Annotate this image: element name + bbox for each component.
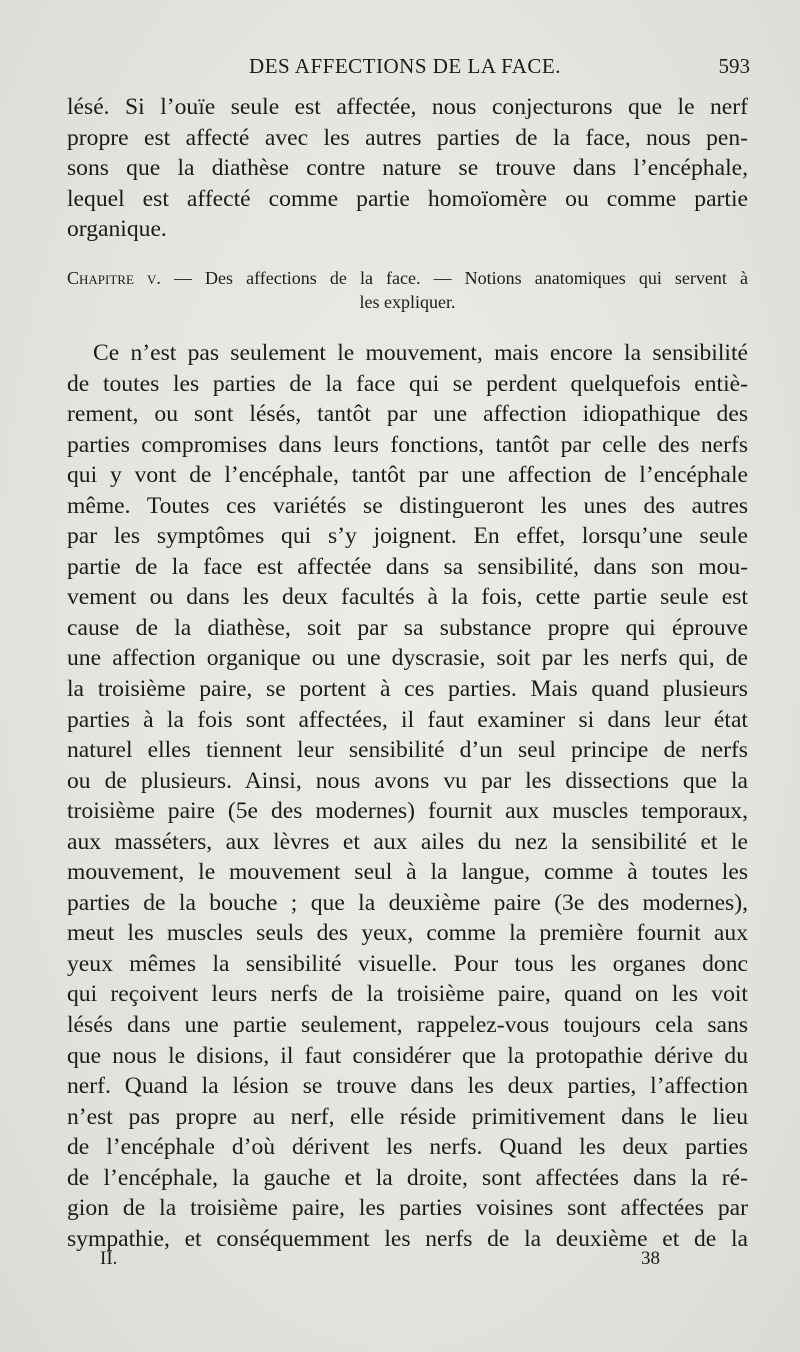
paragraph-1 <box>67 92 748 245</box>
text-line: rement, ou sont lésés, tantôt par une affection idiopathique des <box>67 401 748 428</box>
text-line: la troisième paire, se portent à ces parties. Mais quand plusieurs <box>67 676 748 703</box>
text-line: par les symptômes qui s’y joignent. En effet, lorsqu’une seule <box>67 523 748 550</box>
text-line: troisième paire (5e des modernes) fournit aux muscles temporaux, <box>67 798 748 825</box>
volume-signature: II. <box>100 1248 118 1269</box>
text-line: meut les muscles seuls des yeux, comme la première fournit aux <box>67 920 748 947</box>
text-line: parties à la fois sont affectées, il faut examiner si dans leur état <box>67 706 748 733</box>
text-line: même. Toutes ces variétés se distingueront les unes des autres <box>67 492 748 519</box>
page-footer <box>100 1248 660 1274</box>
text-line: propre est affecté avec les autres parties de la face, nous pen- <box>67 124 748 151</box>
text-line: parties de la bouche ; que la deuxième paire (3e des modernes), <box>67 889 748 916</box>
text-line: organique. <box>67 216 167 243</box>
text-line: lequel est affecté comme partie homoïomère ou comme partie <box>67 185 748 212</box>
chapter-heading-line-1 <box>67 266 748 290</box>
running-head-title: DES AFFECTIONS DE LA FACE. <box>249 54 561 78</box>
text-line: que nous le disions, il faut considérer que la protopathie dérive du <box>67 1042 748 1069</box>
text-line: cause de la diathèse, soit par sa substance propre qui éprouve <box>67 614 748 641</box>
paragraph-2 <box>67 338 748 1254</box>
text-line: qui reçoivent leurs nerfs de la troisième paire, quand on les voit <box>67 981 748 1008</box>
text-line: yeux mêmes la sensibilité visuelle. Pour tous les organes donc <box>67 950 748 977</box>
text-line: lésé. Si l’ouïe seule est affectée, nous conjecturons que le nerf <box>67 94 748 120</box>
text-line: vement ou dans les deux facultés à la fois, cette partie seule est <box>67 584 748 611</box>
text-line: de toutes les parties de la face qui se perdent quelquefois entiè- <box>67 370 748 397</box>
running-head <box>60 50 750 82</box>
text-line: qui y vont de l’encéphale, tantôt par une affection de l’encéphale <box>67 462 748 489</box>
text-line: de l’encéphale, la gauche et la droite, sont affectées dans la ré- <box>67 1164 748 1191</box>
text-line: naturel elles tiennent leur sensibilité d’un seul principe de nerfs <box>67 737 748 764</box>
text-line: une affection organique ou une dyscrasie, soit par les nerfs qui, de <box>67 645 748 672</box>
text-line: ou de plusieurs. Ainsi, nous avons vu par les dissections que la <box>67 767 748 794</box>
text-line: sympathie, et conséquemment les nerfs de la deuxième et de la <box>67 1225 748 1252</box>
text-line: aux masséters, aux lèvres et aux ailes du nez la sensibilité et le <box>67 828 748 855</box>
text-line: partie de la face est affectée dans sa sensibilité, dans son mou- <box>67 553 748 580</box>
text-line: lésés dans une partie seulement, rappelez-vous toujours cela sans <box>67 1012 748 1039</box>
chapter-title-part-1: — Des affections de la face. — Notions anatomiques qui servent à <box>160 268 748 288</box>
text-line: de l’encéphale d’où dérivent les nerfs. Quand les deux parties <box>67 1134 748 1161</box>
text-line: nerf. Quand la lésion se trouve dans les deux parties, l’affection <box>67 1073 748 1100</box>
chapter-title-part-2: les expliquer. <box>359 292 456 312</box>
text-line: n’est pas propre au nerf, elle réside primitivement dans le lieu <box>67 1103 748 1130</box>
text-line: parties compromises dans leurs fonctions, tantôt par celle des nerfs <box>67 431 748 458</box>
text-line: sons que la diathèse contre nature se trouve dans l’encéphale, <box>67 155 748 182</box>
gathering-signature: 38 <box>641 1248 660 1269</box>
chapter-label: Chapitre v. <box>67 268 161 288</box>
text-line: Ce n’est pas seulement le mouvement, mais encore la sensibilité <box>93 340 748 366</box>
text-line: gion de la troisième paire, les parties voisines sont affectées par <box>67 1195 748 1222</box>
chapter-heading <box>67 266 748 314</box>
text-line: mouvement, le mouvement seul à la langue, comme à toutes les <box>67 859 748 886</box>
page-number: 593 <box>718 54 750 78</box>
